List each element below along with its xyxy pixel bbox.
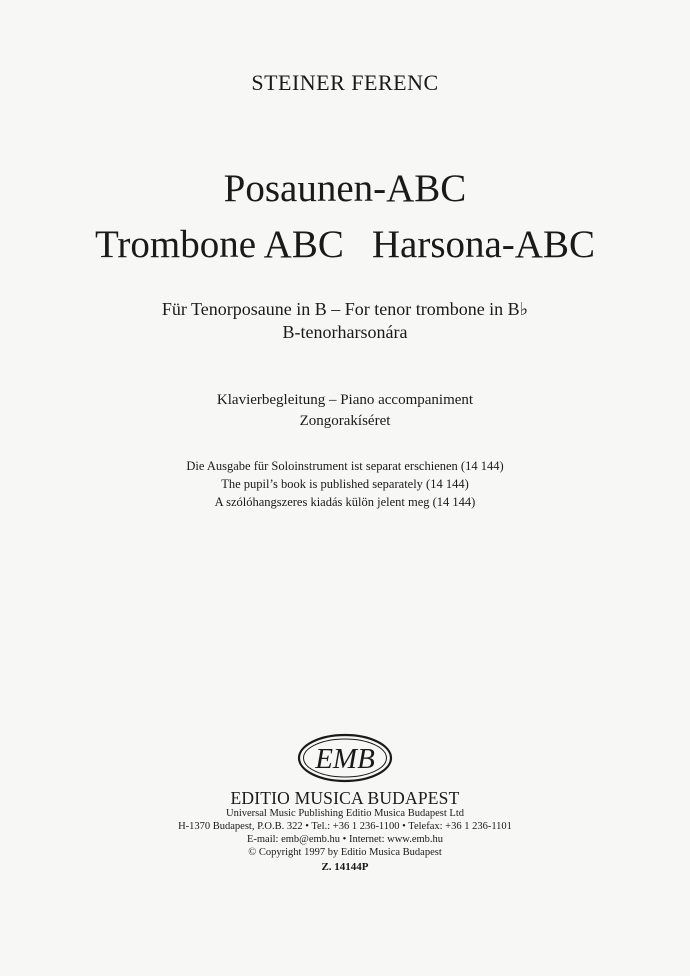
- edition-note-english: The pupil’s book is published separately (14 144): [221, 477, 469, 491]
- title-primary: Posaunen-ABC: [223, 167, 467, 210]
- publisher-contact: E-mail: emb@emb.hu • Internet: www.emb.hu: [246, 834, 444, 845]
- accompaniment-label-hungarian: Zongorakíséret: [299, 413, 391, 429]
- title-hungarian: Harsona-ABC: [371, 223, 595, 266]
- catalog-number: Z. 14144P: [321, 861, 369, 873]
- publisher-company: Universal Music Publishing Editio Musica Budapest Ltd: [226, 808, 464, 819]
- accompaniment-label: Klavierbegleitung – Piano accompaniment: [216, 392, 474, 408]
- publisher-address: H-1370 Budapest, P.O.B. 322 • Tel.: +36 1 236-1100 • Telefax: +36 1 236-1101: [178, 821, 512, 832]
- emb-logo-text: EMB: [315, 743, 375, 775]
- author-name: STEINER FERENC: [251, 70, 439, 95]
- subtitle-instrument: Für Tenorposaune in B – For tenor trombone in B♭: [161, 299, 529, 319]
- publisher-name: EDITIO MUSICA BUDAPEST: [230, 788, 460, 808]
- copyright-notice: © Copyright 1997 by Editio Musica Budapest: [248, 847, 442, 858]
- subtitle-instrument-hungarian: B-tenorharsonára: [282, 322, 408, 342]
- title-secondary: [0, 222, 690, 267]
- title-english: Trombone ABC: [94, 223, 344, 266]
- edition-note-hungarian: A szólóhangszeres kiadás külön jelent meg (14 144): [214, 495, 476, 509]
- emb-logo-icon: [297, 733, 393, 783]
- edition-note-german: Die Ausgabe für Soloinstrument ist separat erschienen (14 144): [186, 459, 504, 473]
